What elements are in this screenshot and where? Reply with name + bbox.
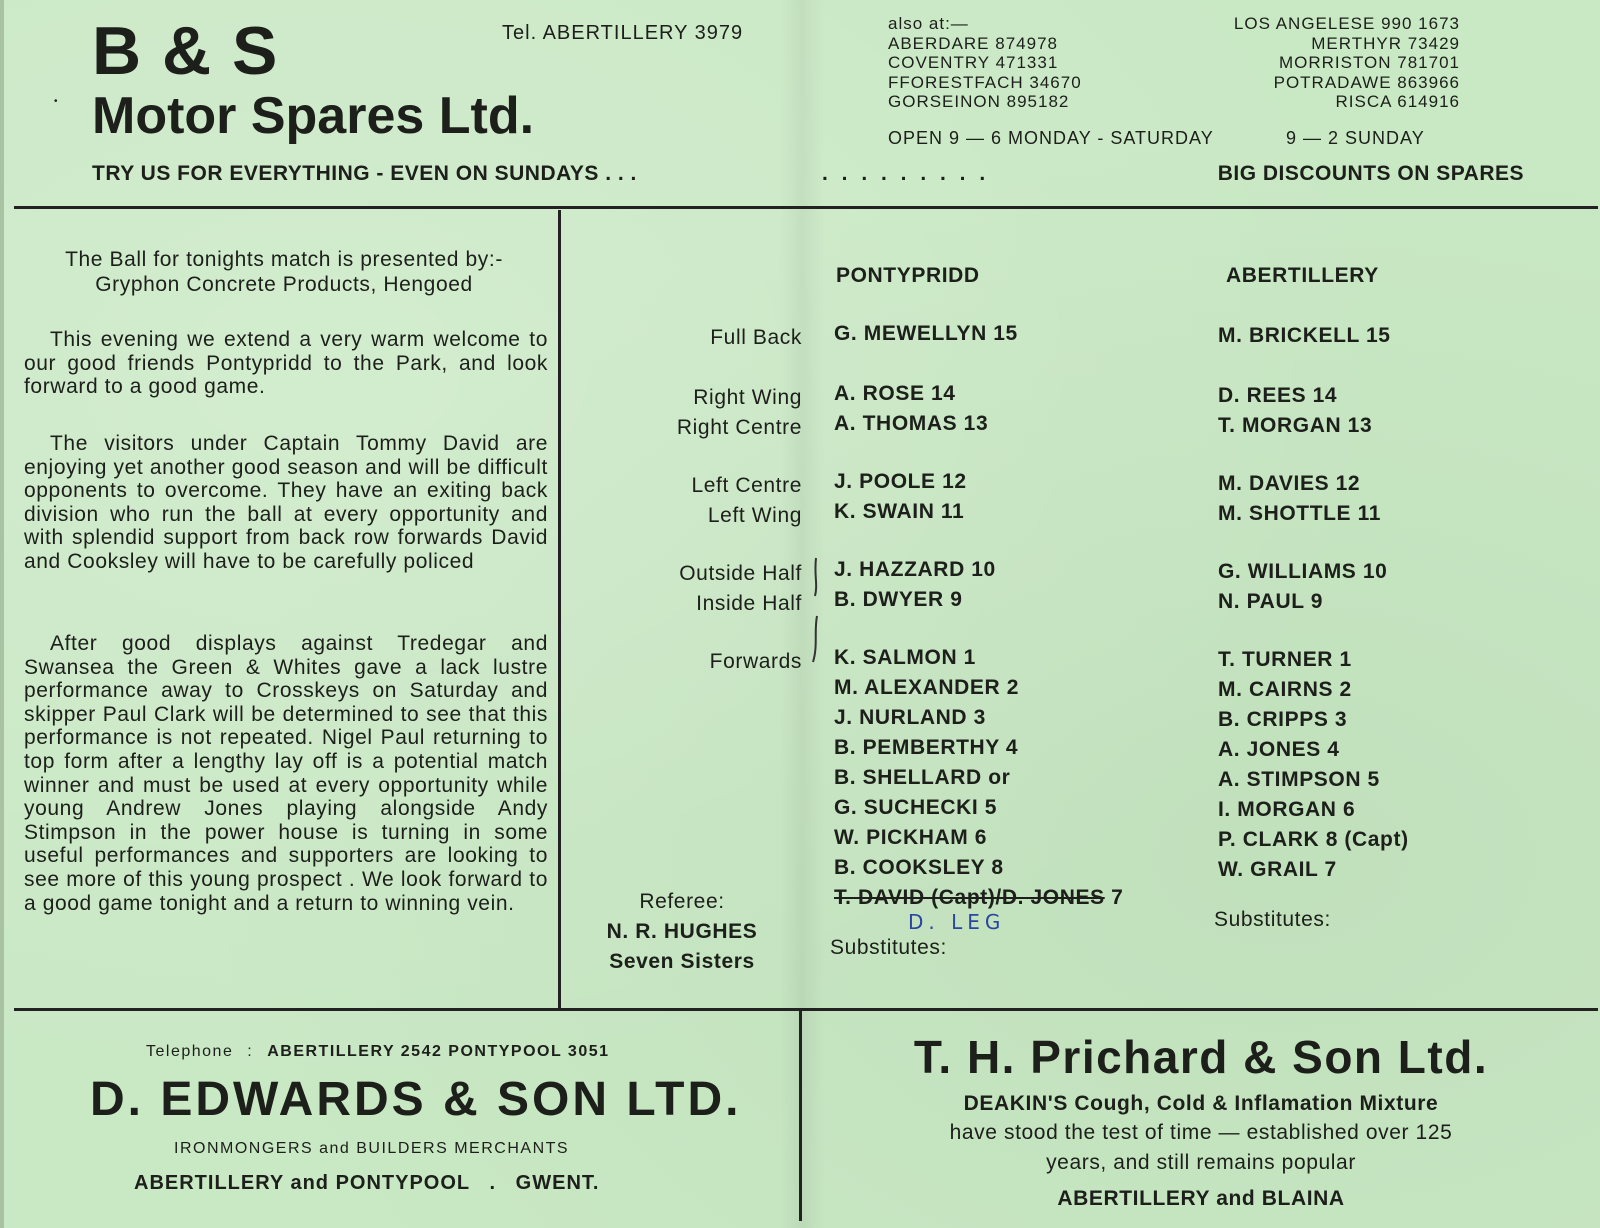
position-inside-half: Inside Half <box>696 592 802 615</box>
away-player: I. MORGAN 6 <box>1218 798 1356 821</box>
handwritten-note: D. LEG <box>908 910 1006 934</box>
home-player: G. MEWELLYN 15 <box>834 322 1018 345</box>
home-player: M. ALEXANDER 2 <box>834 676 1019 699</box>
home-player: J. HAZZARD 10 <box>834 558 996 581</box>
away-player: G. WILLIAMS 10 <box>1218 560 1388 583</box>
bs-logo-line2: Motor Spares Ltd. <box>92 87 535 145</box>
opening-hours-weekdays: OPEN 9 — 6 MONDAY - SATURDAY <box>888 128 1214 148</box>
ball-sponsor <box>18 247 550 297</box>
position-forwards: Forwards <box>709 650 802 673</box>
position-left-centre: Left Centre <box>691 474 802 497</box>
branch-item: MERTHYR 73429 <box>1311 33 1460 53</box>
home-player: W. PICKHAM 6 <box>834 826 988 849</box>
home-player: A. THOMAS 13 <box>834 412 989 435</box>
article-paragraph-3 <box>24 632 548 915</box>
telephone-numbers: ABERTILLERY 2542 PONTYPOOL 3051 <box>267 1043 610 1060</box>
edwards-telephone <box>146 1043 610 1061</box>
referee-label: Referee: <box>639 890 725 913</box>
column-divider <box>558 210 561 1008</box>
edwards-company-name: D. EDWARDS & SON LTD. <box>90 1073 742 1126</box>
away-player: B. CRIPPS 3 <box>1218 708 1348 731</box>
home-player: G. SUCHECKI 5 <box>834 796 997 819</box>
ball-sponsor-line1: The Ball for tonights match is presented by:- <box>65 248 503 271</box>
prichard-text-line1: have stood the test of time — established over 125 <box>949 1121 1453 1144</box>
away-player: A. STIMPSON 5 <box>1218 768 1380 791</box>
article-paragraph-2 <box>24 432 548 574</box>
article-paragraph-1 <box>24 328 548 399</box>
article-text: This evening we extend a very warm welcome to our good friends Pontypridd to the Park, and look forward to a good game. <box>24 328 548 399</box>
edwards-trade: IRONMONGERS and BUILDERS MERCHANTS <box>174 1140 570 1157</box>
home-player: B. DWYER 9 <box>834 588 963 611</box>
home-substitutes-label: Substitutes: <box>830 936 947 959</box>
home-player: B. SHELLARD or <box>834 766 1011 789</box>
branch-item: ABERDARE 874978 <box>888 33 1058 53</box>
away-substitutes-label: Substitutes: <box>1214 908 1331 931</box>
branches-right <box>1154 14 1460 112</box>
also-at-label: also at:— <box>888 14 969 33</box>
decorative-dot: • <box>54 96 58 107</box>
footer-divider <box>14 1008 1598 1011</box>
position-outside-half: Outside Half <box>679 562 802 585</box>
article-text: The visitors under Captain Tommy David are enjoying yet another good season and will be difficult opponents to overcome. They have an exiting back division who run the ball at every opportunity and with splendid support from back row forwards David and Cooksley will have to be carefully policed <box>24 432 548 573</box>
home-player: J. NURLAND 3 <box>834 706 986 729</box>
away-player: T. TURNER 1 <box>1218 648 1352 671</box>
edwards-location: ABERTILLERY and PONTYPOOL . GWENT. <box>134 1172 600 1194</box>
slogan-dots: . . . . . . . . . <box>822 162 990 185</box>
branches-left <box>888 14 1082 112</box>
away-player: P. CLARK 8 (Capt) <box>1218 828 1409 851</box>
prichard-text-line2: years, and still remains popular <box>1046 1151 1356 1174</box>
bs-logo-line1: B & S <box>92 13 279 89</box>
position-full-back: Full Back <box>710 326 802 349</box>
footer-column-divider <box>799 1011 802 1221</box>
branch-item: COVENTRY 471331 <box>888 53 1059 72</box>
away-player: T. MORGAN 13 <box>1218 414 1373 437</box>
slogan-right: BIG DISCOUNTS ON SPARES <box>1217 162 1524 185</box>
telephone-colon: : <box>247 1043 254 1060</box>
home-player: K. SALMON 1 <box>834 646 976 669</box>
away-player: M. BRICKELL 15 <box>1218 324 1391 347</box>
home-player: J. POOLE 12 <box>834 470 967 493</box>
away-player: M. DAVIES 12 <box>1218 472 1361 495</box>
ball-sponsor-line2: Gryphon Concrete Products, Hengoed <box>95 273 473 296</box>
home-player-struck-row <box>834 886 1123 910</box>
slogan-left: TRY US FOR EVERYTHING - EVEN ON SUNDAYS . . . <box>92 162 637 185</box>
team-heading-home: PONTYPRIDD <box>836 264 980 287</box>
referee-name: N. R. HUGHES <box>606 920 758 943</box>
branch-item: MORRISTON 781701 <box>1278 53 1460 72</box>
struck-out-player: T. DAVID (Capt)/D. JONES <box>834 886 1105 909</box>
away-player: D. REES 14 <box>1218 384 1338 407</box>
branch-item: GORSEINON 895182 <box>888 92 1070 111</box>
referee-block <box>582 890 782 974</box>
prichard-location: ABERTILLERY and BLAINA <box>1057 1187 1345 1210</box>
prichard-product: DEAKIN'S Cough, Cold & Inflamation Mixture <box>963 1092 1439 1115</box>
telephone-label: Telephone <box>146 1043 234 1060</box>
opening-hours-sunday: 9 — 2 SUNDAY <box>1286 128 1425 148</box>
away-player: N. PAUL 9 <box>1218 590 1323 613</box>
branch-item: FFORESTFACH 34670 <box>888 72 1082 92</box>
home-player: A. ROSE 14 <box>834 382 956 405</box>
bs-telephone: Tel. ABERTILLERY 3979 <box>502 22 744 44</box>
prichard-company-name: T. H. Prichard & Son Ltd. <box>913 1031 1489 1083</box>
home-player: K. SWAIN 11 <box>834 500 965 523</box>
pencil-mark-icon <box>804 556 828 666</box>
referee-club: Seven Sisters <box>609 950 755 973</box>
header-divider <box>14 206 1598 209</box>
position-left-wing: Left Wing <box>707 504 802 527</box>
away-player: M. CAIRNS 2 <box>1218 678 1352 701</box>
branch-item: LOS ANGELESE 990 1673 <box>1233 14 1460 33</box>
player-number: 7 <box>1111 886 1124 909</box>
away-player: M. SHOTTLE 11 <box>1218 502 1381 525</box>
branch-item: RISCA 614916 <box>1335 92 1460 111</box>
branch-item: POTRADAWE 863966 <box>1273 72 1460 92</box>
away-player: A. JONES 4 <box>1218 738 1340 761</box>
position-right-wing: Right Wing <box>693 386 802 409</box>
article-text: After good displays against Tredegar and Swansea the Green & Whites gave a lack lustre performance away to Crosskeys on Saturday and skipper Paul Clark will be determined to see that this performance is not repeated. Nigel Paul returning to top form after a lengthy lay off is a potential match winner and must be used at every opportunity while young Andrew Jones playing alongside Andy Stimpson in the power house is turning in some useful performances and supporters are looking to see more of this young prospect . We look forward to a good game tonight and a return to winning vein. <box>24 632 548 915</box>
home-player: B. PEMBERTHY 4 <box>834 736 1019 759</box>
team-heading-away: ABERTILLERY <box>1226 264 1379 287</box>
position-right-centre: Right Centre <box>676 416 802 439</box>
away-player: W. GRAIL 7 <box>1218 858 1337 881</box>
home-player: B. COOKSLEY 8 <box>834 856 1004 879</box>
